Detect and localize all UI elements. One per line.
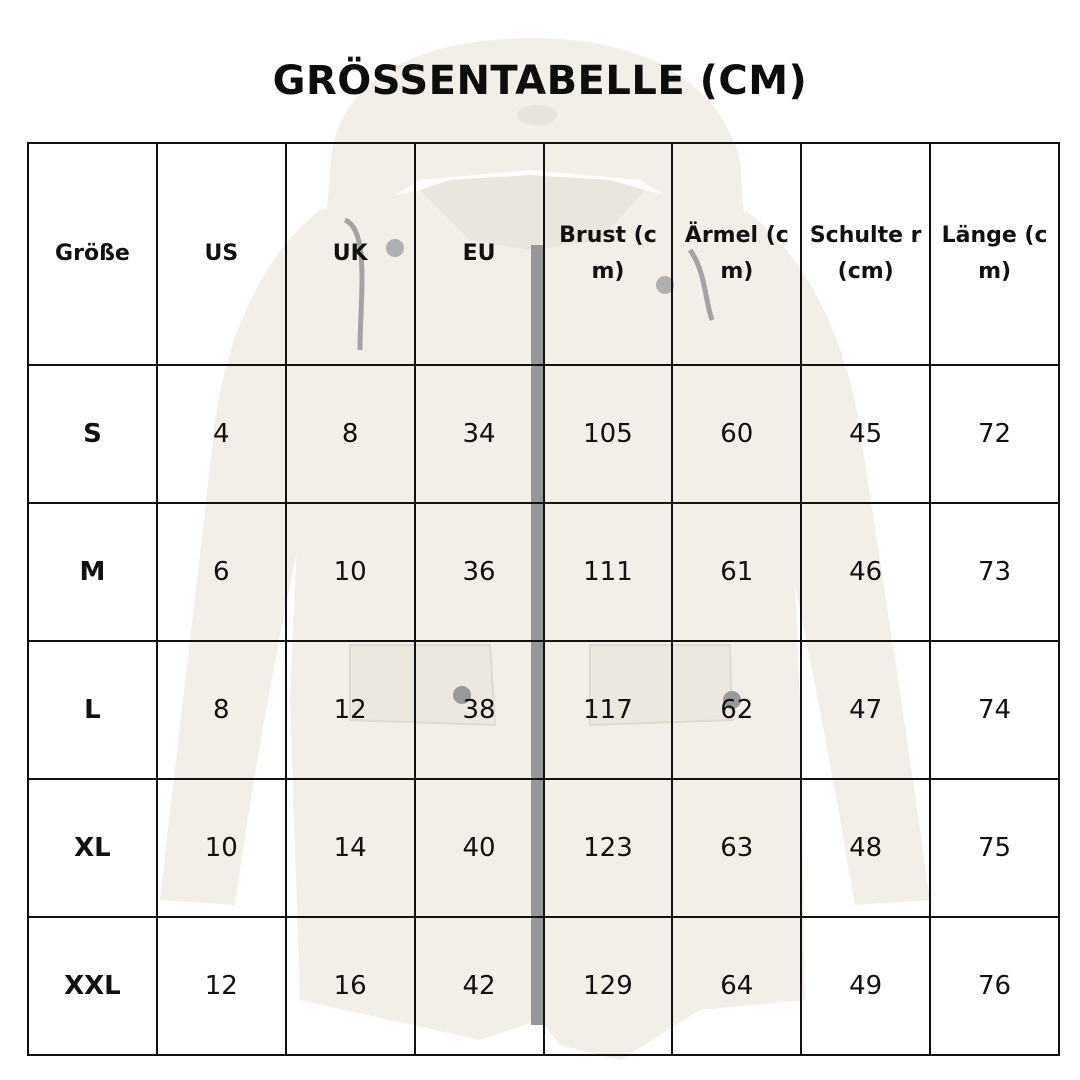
table-cell: 49 — [801, 917, 930, 1055]
header-cell-schulter: Schulte r (cm) — [801, 143, 930, 365]
table-cell: 64 — [672, 917, 801, 1055]
header-cell-eu: EU — [415, 143, 544, 365]
table-cell: 105 — [544, 365, 673, 503]
table-cell: 76 — [930, 917, 1059, 1055]
header-cell-groesse: Größe — [28, 143, 157, 365]
table-cell: 47 — [801, 641, 930, 779]
size-chart-table — [27, 142, 1060, 1056]
table-cell-size: L — [28, 641, 157, 779]
header-row — [28, 143, 1059, 365]
table-row — [28, 365, 1059, 503]
table-cell-size: S — [28, 365, 157, 503]
header-cell-aermel: Ärmel (cm) — [672, 143, 801, 365]
table-cell: 45 — [801, 365, 930, 503]
table-cell: 40 — [415, 779, 544, 917]
table-cell: 36 — [415, 503, 544, 641]
table-cell: 72 — [930, 365, 1059, 503]
table-cell: 10 — [157, 779, 286, 917]
header-cell-us: US — [157, 143, 286, 365]
table-cell: 48 — [801, 779, 930, 917]
table-cell: 129 — [544, 917, 673, 1055]
table-cell: 4 — [157, 365, 286, 503]
table-cell: 12 — [286, 641, 415, 779]
table-cell: 75 — [930, 779, 1059, 917]
table-cell: 34 — [415, 365, 544, 503]
table-cell: 10 — [286, 503, 415, 641]
table-cell: 74 — [930, 641, 1059, 779]
header-cell-laenge: Länge (cm) — [930, 143, 1059, 365]
table-cell: 73 — [930, 503, 1059, 641]
table-cell: 63 — [672, 779, 801, 917]
table-cell: 62 — [672, 641, 801, 779]
table-cell-size: XL — [28, 779, 157, 917]
table-row — [28, 917, 1059, 1055]
table-row — [28, 641, 1059, 779]
table-cell-size: XXL — [28, 917, 157, 1055]
table-cell: 12 — [157, 917, 286, 1055]
table-row — [28, 503, 1059, 641]
table-cell: 8 — [157, 641, 286, 779]
table-cell: 117 — [544, 641, 673, 779]
table-cell: 16 — [286, 917, 415, 1055]
table-cell: 14 — [286, 779, 415, 917]
table-row — [28, 779, 1059, 917]
table-cell: 6 — [157, 503, 286, 641]
table-cell: 46 — [801, 503, 930, 641]
header-cell-brust: Brust (cm) — [544, 143, 673, 365]
page-title: GRÖSSENTABELLE (CM) — [272, 58, 808, 104]
header-cell-uk: UK — [286, 143, 415, 365]
table-cell: 42 — [415, 917, 544, 1055]
table-cell: 8 — [286, 365, 415, 503]
table-cell: 111 — [544, 503, 673, 641]
table-cell: 38 — [415, 641, 544, 779]
table-cell: 60 — [672, 365, 801, 503]
table-cell-size: M — [28, 503, 157, 641]
table-cell: 123 — [544, 779, 673, 917]
table-cell: 61 — [672, 503, 801, 641]
